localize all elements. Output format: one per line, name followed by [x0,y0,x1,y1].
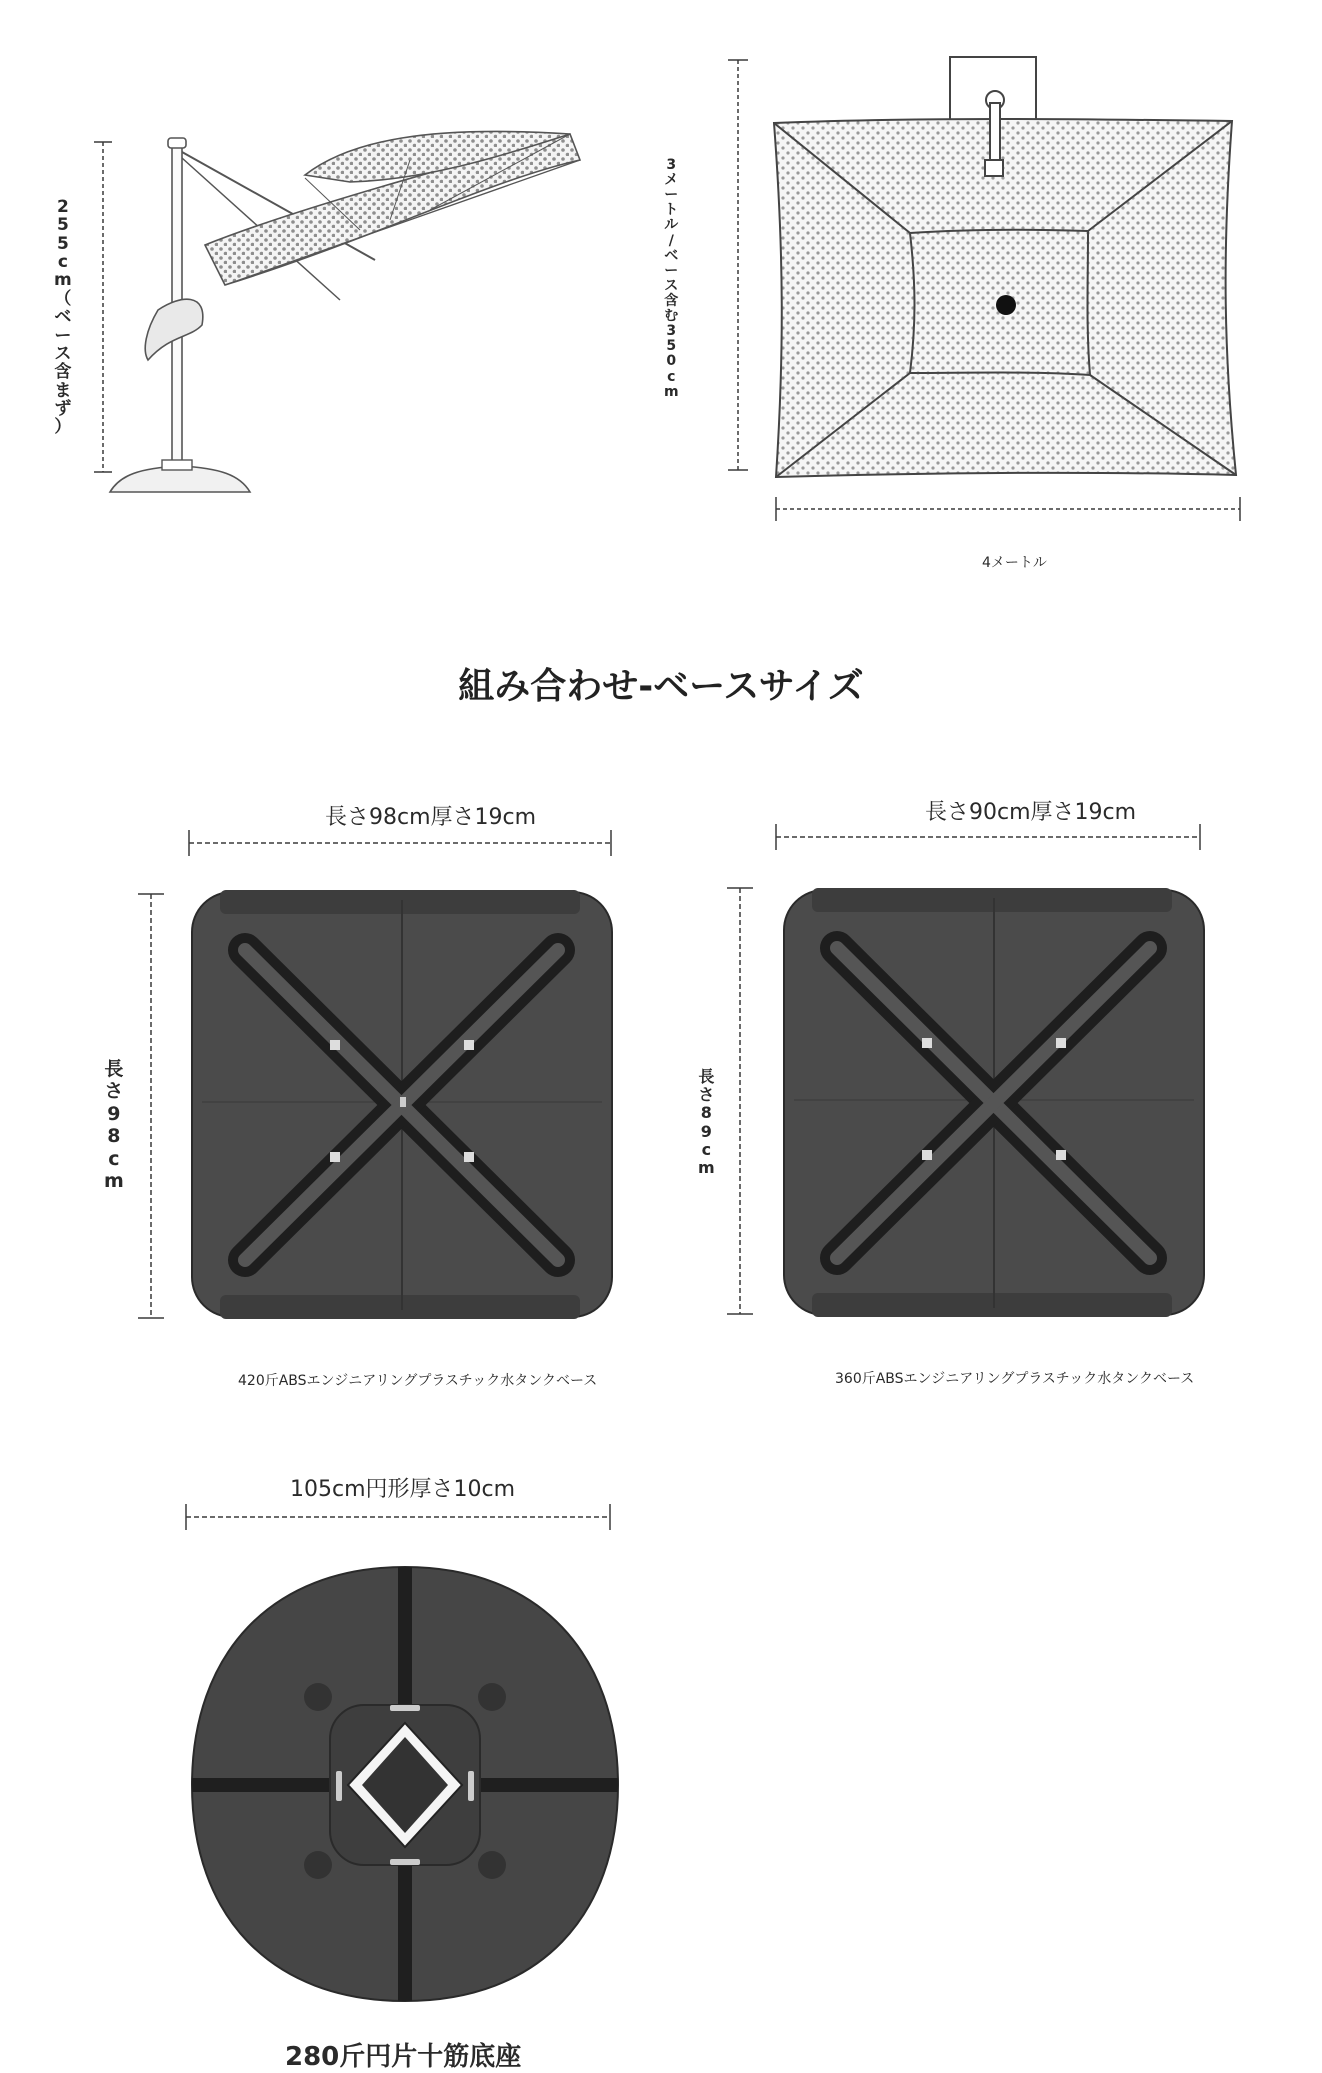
width-dimension-line [770,495,1250,525]
base2-height-dimension [725,886,755,1318]
base2-square-water-tank-base [782,888,1207,1318]
base1-top-label: 長さ98cm厚さ19cm [325,805,537,830]
base1-caption: 420斤ABSエンジニアリングプラスチック水タンクベース [238,1373,598,1389]
base2-top-label: 長さ90cm厚さ19cm [925,800,1137,825]
base3-caption: 280斤円片十筋底座 [285,2042,522,2072]
base1-height-dimension [136,892,166,1322]
side-height-label: 2 5 5 c m （ ベ ー ス 含 ま ず ） [54,197,72,438]
base2-width-dimension [772,822,1207,852]
height-dimension-line [82,140,112,480]
top-depth-label: 3 メ ー ト ル / ベ ー ス 含 む 3 5 0 c m [664,157,679,400]
depth-dimension-line [718,58,748,478]
canopy-top-illustration [770,55,1240,485]
base2-side-label: 長 さ 8 9 c m [698,1067,715,1178]
base1-square-water-tank-base [190,890,615,1320]
umbrella-side-illustration [110,120,590,500]
base3-width-dimension [182,1502,614,1532]
base1-side-label: 長 さ 9 8 c m [104,1058,124,1193]
base3-top-label: 105cm円形厚さ10cm [290,1477,516,1502]
section-title: 組み合わせ-ベースサイズ [458,666,864,707]
base1-width-dimension [185,828,615,858]
base3-round-cross-base [190,1565,620,2005]
base2-caption: 360斤ABSエンジニアリングプラスチック水タンクベース [835,1371,1195,1387]
top-width-label: 4メートル [982,555,1047,571]
